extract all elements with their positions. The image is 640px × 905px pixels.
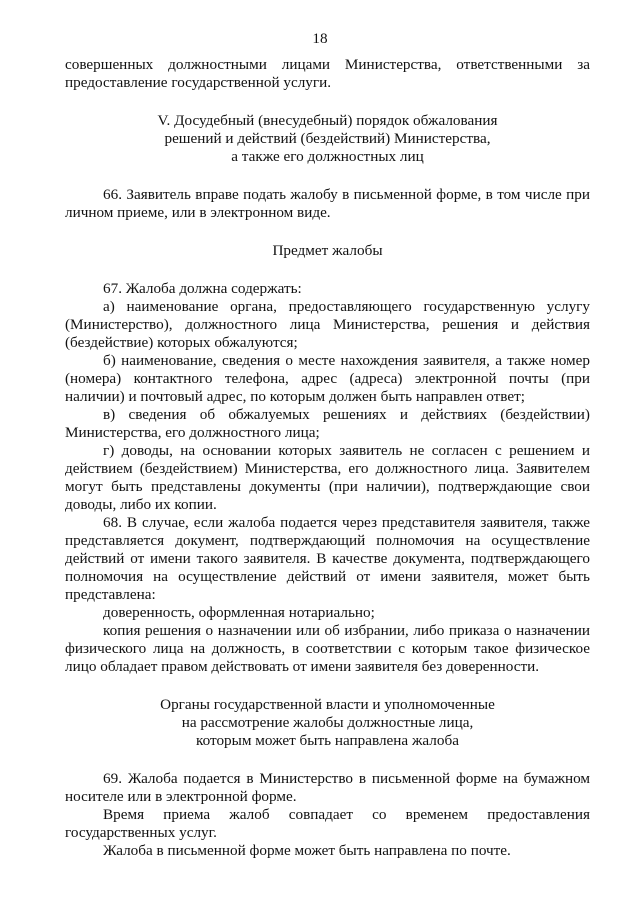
page-number: 18 [312,30,328,47]
paragraph-69a: Время приема жалоб совпадает со временем предоставления государственных услуг. [65,806,590,841]
section-v-title-line: V. Досудебный (внесудебный) порядок обжалования [157,112,498,129]
paragraph-66: 66. Заявитель вправе подать жалобу в письменной форме, в том числе при личном приеме, или в электронном виде. [65,186,590,221]
section-v-title-line: решений и действий (бездействий) Министерства, [164,130,491,147]
paragraph-69b: Жалоба в письменной форме может быть направлена по почте. [103,842,511,859]
intro-paragraph: совершенных должностными лицами Министерства, ответственными за предоставление государственной услуги. [65,56,590,91]
paragraph-67b: б) наименование, сведения о месте нахождения заявителя, а также номер (номера) контактного телефона, адрес (адреса) электронной почты (при наличии) и почтовый адрес, по которым должен быть направлен ответ; [65,352,590,405]
bodies-heading-line: на рассмотрение жалобы должностные лица, [181,714,474,731]
paragraph-69: 69. Жалоба подается в Министерство в письменной форме на бумажном носителе или в электронной форме. [65,770,590,805]
paragraph-67c: в) сведения об обжалуемых решениях и действиях (бездействии) Министерства, его должностного лица; [65,406,590,441]
paragraph-68b: копия решения о назначении или об избрании, либо приказа о назначении физического лица на должность, в соответствии с которым такое физическое лицо обладает правом действовать от имени заявителя без доверенности. [65,622,590,675]
section-v-heading [65,112,590,166]
paragraph-67d: г) доводы, на основании которых заявитель не согласен с решением и действием (бездействием) Министерства, его должностного лица. Заявителем могут быть представлены документы (при наличии), подтверждающие свои доводы, либо их копии. [65,442,590,513]
paragraph-67a: а) наименование органа, предоставляющего государственную услугу (Министерство), должностного лица Министерства, решения и действия (бездействие) которых обжалуются; [65,298,590,351]
bodies-heading [65,696,590,750]
subject-heading: Предмет жалобы [272,242,383,259]
section-v-title-line: а также его должностных лиц [231,148,424,165]
paragraph-68a: доверенность, оформленная нотариально; [103,604,375,621]
paragraph-68: 68. В случае, если жалоба подается через представителя заявителя, также представляется документ, подтверждающий полномочия на осуществление действий от имени такого заявителя. В качестве документа, подтверждающего полномочия на осуществление действий от имени заявителя, может быть представлена: [65,514,590,603]
document-body [65,56,590,860]
paragraph-67: 67. Жалоба должна содержать: [103,280,302,297]
bodies-heading-line: которым может быть направлена жалоба [196,732,459,749]
bodies-heading-line: Органы государственной власти и уполномоченные [160,696,495,713]
